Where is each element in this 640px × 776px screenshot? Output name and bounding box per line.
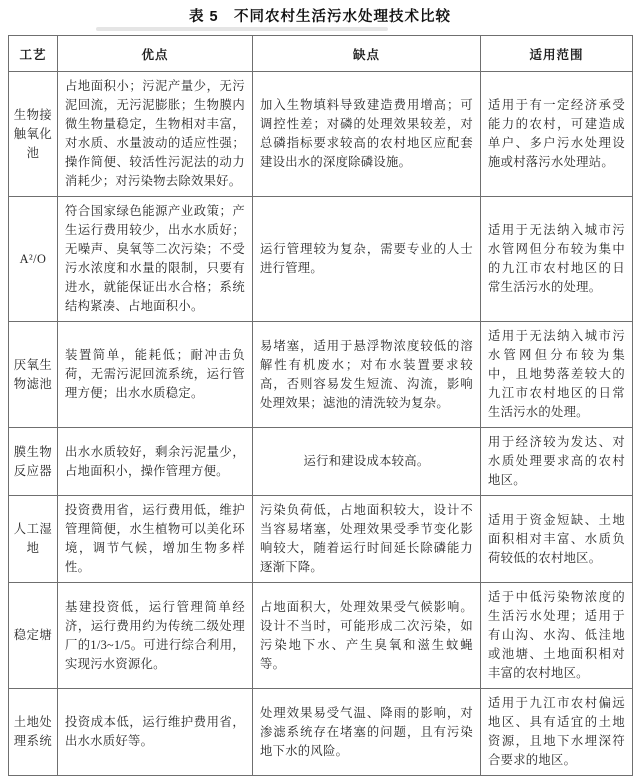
column-header-process: 工艺 xyxy=(9,36,58,72)
cell-process: 稳定塘 xyxy=(9,583,58,689)
cell-disadvantages: 加入生物填料导致建造费用增高；可调控性差；对磷的处理效果较差，对总磷指标要求较高的农村地区应配套建设出水的深度除磷设施。 xyxy=(253,72,481,197)
cell-disadvantages: 处理效果易受气温、降雨的影响，对渗滤系统存在堵塞的问题，且有污染地下水的风险。 xyxy=(253,689,481,776)
column-header-scope: 适用范围 xyxy=(481,36,633,72)
cell-advantages: 符合国家绿色能源产业政策；产生运行费用较少，出水水质好；无噪声、臭氧等二次污染；不受污水浓度和水量的限制，只要有进水，就能保证出水合格；系统结构紧凑、占地面积小。 xyxy=(58,197,253,322)
cell-advantages: 投资成本低，运行维护费用省，出水水质好等。 xyxy=(58,689,253,776)
cell-scope: 用于经济较为发达、对水质处理要求高的农村地区。 xyxy=(481,428,633,496)
cell-disadvantages: 占地面积大，处理效果受气候影响。设计不当时，可能形成二次污染，如污染地下水、产生臭氧和滋生蚊蝇等。 xyxy=(253,583,481,689)
cell-advantages: 装置简单，能耗低；耐冲击负荷，无需污泥回流系统，运行管理方便；出水水质稳定。 xyxy=(58,322,253,428)
cell-scope: 适用于资金短缺、土地面积相对丰富、水质负荷较低的农村地区。 xyxy=(481,496,633,583)
table-row-land-treatment-system xyxy=(9,689,633,776)
cell-scope: 适用于九江市农村偏远地区、具有适宜的土地资源，且地下水埋深符合要求的地区。 xyxy=(481,689,633,776)
cell-process: 膜生物反应器 xyxy=(9,428,58,496)
cell-advantages: 占地面积小；污泥产量少，无污泥回流，无污泥膨胀；生物膜内微生物量稳定，生物相对丰富，对水质、水量波动的适应性强；操作简便、较活性污泥法的动力消耗少；对污染物去除效果好。 xyxy=(58,72,253,197)
comparison-table xyxy=(8,35,633,776)
cell-disadvantages: 运行和建设成本较高。 xyxy=(253,428,481,496)
column-header-disadvantages: 缺点 xyxy=(253,36,481,72)
table-title: 表 5 不同农村生活污水处理技术比较 xyxy=(188,9,452,25)
cell-disadvantages: 污染负荷低，占地面积较大，设计不当容易堵塞，处理效果受季节变化影响较大，随着运行时间延长除磷能力逐渐下降。 xyxy=(253,496,481,583)
cell-disadvantages: 运行管理较为复杂，需要专业的人士进行管理。 xyxy=(253,197,481,322)
cell-disadvantages: 易堵塞，适用于悬浮物浓度较低的溶解性有机废水；对布水装置要求较高，否则容易发生短流、沟流，影响处理效果；滤池的清洗较为复杂。 xyxy=(253,322,481,428)
cell-advantages: 基建投资低，运行管理简单经济，运行费用约为传统二级处理厂的1/3~1/5。可进行综合利用，实现污水资源化。 xyxy=(58,583,253,689)
cell-scope: 适用于有一定经济承受能力的农村，可建造成单户、多户污水处理设施或村落污水处理站。 xyxy=(481,72,633,197)
table-row-anaerobic-biofilter xyxy=(9,322,633,428)
cell-advantages: 投资费用省，运行费用低，维护管理简便，水生植物可以美化环境，调节气候，增加生物多样性。 xyxy=(58,496,253,583)
cell-scope: 适用于无法纳入城市污水管网但分布较为集中的九江市农村地区的日常生活污水的处理。 xyxy=(481,197,633,322)
scan-shadow-artifact xyxy=(96,27,388,31)
table-row-constructed-wetland xyxy=(9,496,633,583)
cell-process: 厌氧生物滤池 xyxy=(9,322,58,428)
cell-process: A²/O xyxy=(9,197,58,322)
cell-advantages: 出水水质较好，剩余污泥量少，占地面积小，操作管理方便。 xyxy=(58,428,253,496)
cell-scope: 适用于无法纳入城市污水管网但分布较为集中，且地势落差较大的九江市农村地区的日常生活污水的处理。 xyxy=(481,322,633,428)
cell-process: 土地处理系统 xyxy=(9,689,58,776)
column-header-advantages: 优点 xyxy=(58,36,253,72)
table-row-membrane-bioreactor xyxy=(9,428,633,496)
cell-process: 人工湿地 xyxy=(9,496,58,583)
cell-process: 生物接触氧化池 xyxy=(9,72,58,197)
cell-scope: 适于中低污染物浓度的生活污水处理；适用于有山沟、水沟、低洼地或池塘、土地面积相对丰富的农村地区。 xyxy=(481,583,633,689)
table-row-biological-contact-oxidation xyxy=(9,72,633,197)
table-row-stabilization-pond xyxy=(9,583,633,689)
table-row-a2o xyxy=(9,197,633,322)
table-header-row xyxy=(9,36,633,72)
